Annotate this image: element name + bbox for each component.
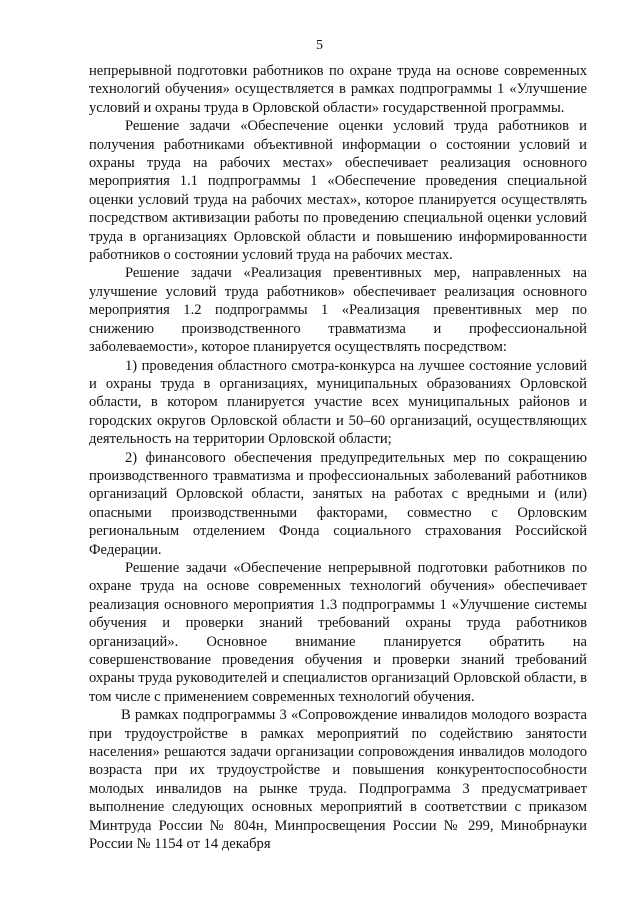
paragraph-task-assessment: Решение задачи «Обеспечение оценки условий труда работников и получения работниками объективной информации о состоянии условий и охраны труда на рабочих местах» обеспечивает реализация основного мероприятия 1.1 подпрограммы 1 «Обеспечение проведения специальной оценки условий труда на рабочих местах», которое планируется осуществлять посредством активизации работы по проведению специальной оценки условий труда в организациях Орловской области и повышению информированности работников о состоянии условий труда на рабочих местах. (89, 118, 587, 264)
paragraph-task-preventive: Решение задачи «Реализация превентивных мер, направленных на улучшение условий труда работников» обеспечивает реализация основного мероприятия 1.2 подпрограммы 1 «Реализация превентивных мер по снижению производственного травматизма и профессиональной заболеваемости», которое планируется осуществлять посредством: (89, 265, 587, 356)
document-body (89, 62, 587, 853)
paragraph-task-training: Решение задачи «Обеспечение непрерывной подготовки работников по охране труда на основе современных технологий обучения» обеспечивает реализация основного мероприятия 1.3 подпрограммы 1 «Улучшение системы обучения и проверки знаний требований охраны труда работников организаций». Основное внимание планируется обратить на совершенствование проведения обучения и проверки знаний требований охраны труда руководителей и специалистов организаций Орловской области, в том числе с применением современных технологий обучения. (89, 559, 587, 705)
page-number: 5 (316, 38, 323, 53)
paragraph-subprogram-3: В рамках подпрограммы 3 «Сопровождение инвалидов молодого возраста при трудоустройстве в рамках мероприятий по содействию занятости населения» решаются задачи организации сопровождения инвалидов молодого возраста при их трудоустройстве и повышения конкурентоспособности молодых инвалидов на рынке труда. Подпрограмма 3 предусматривает выполнение следующих основных мероприятий в соответствии с приказом Минтруда России № 804н, Минпросвещения России № 299, Минобрнауки России № 1154 от 14 декабря (89, 707, 587, 853)
list-item-1: 1) проведения областного смотра-конкурса на лучшее состояние условий и охраны труда в организациях, муниципальных образованиях Орловской области, в котором планируется участие всех муниципальных районов и городских округов Орловской области и 50–60 организаций, осуществляющих деятельность на территории Орловской области; (89, 357, 587, 448)
list-item-2: 2) финансового обеспечения предупредительных мер по сокращению производственного травматизма и профессиональных заболеваний работников организаций Орловской области, занятых на работах с вредными и (или) опасными производственными факторами, совместно с Орловским региональным отделением Фонда социального страхования Российской Федерации. (89, 449, 587, 558)
paragraph-continuation: непрерывной подготовки работников по охране труда на основе современных технологий обучения» осуществляется в рамках подпрограммы 1 «Улучшение условий и охраны труда в Орловской области» государственной программы. (89, 63, 587, 116)
